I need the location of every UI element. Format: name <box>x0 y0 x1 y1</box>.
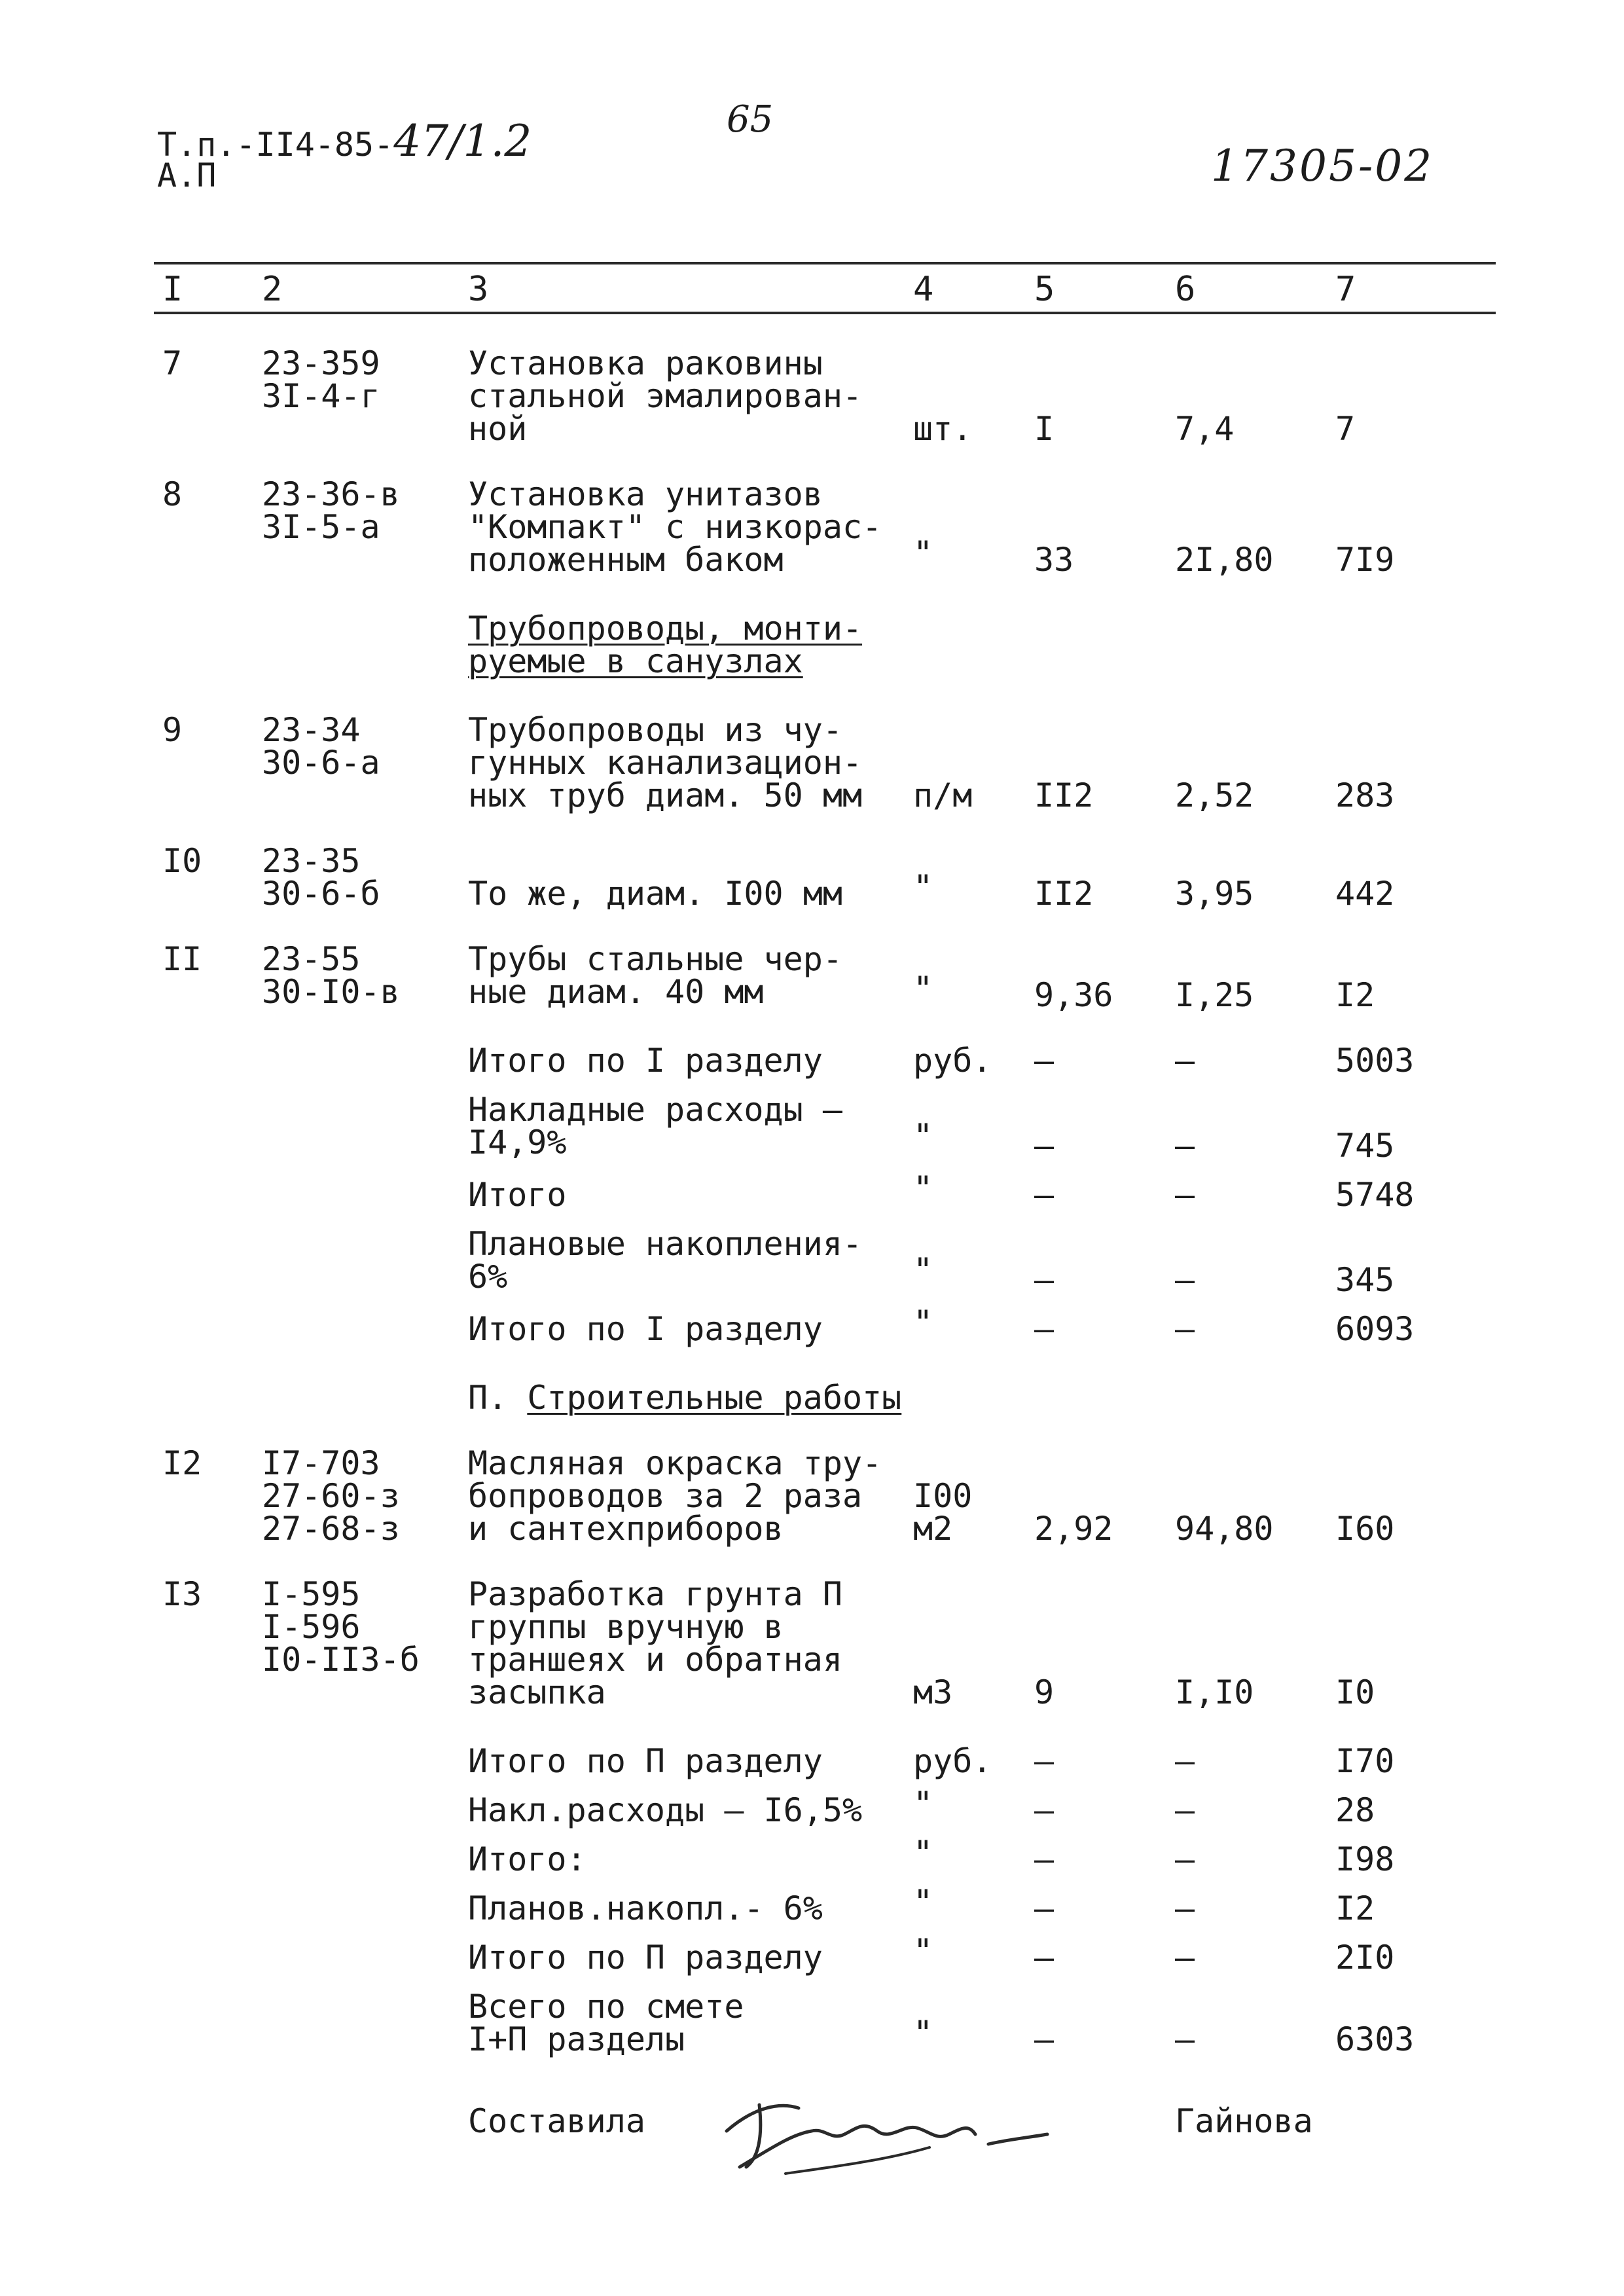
row-price: – <box>1175 2020 1195 2058</box>
row-quantity: – <box>1034 1742 1055 1780</box>
row-code: 23-36-в 3I-5-а <box>262 475 400 546</box>
row-total: 442 <box>1335 875 1395 913</box>
signature-scribble <box>713 2069 1054 2187</box>
row-code: I-595 I-596 I0-II3-б <box>262 1575 420 1679</box>
row-name: Трубопроводы из чу- гунных канализацион- ных труб диам. 50 мм <box>468 711 863 814</box>
row-unit: " <box>913 1117 933 1155</box>
row-price: – <box>1175 1840 1195 1878</box>
row-name: Разработка грунта П группы вручную в траншеях и обратная засыпка <box>468 1575 842 1711</box>
row-unit: руб. <box>913 1742 992 1780</box>
row-unit: " <box>913 534 933 572</box>
row-name: Итого по П разделу <box>468 1939 823 1977</box>
column-header-3: 3 <box>468 270 489 309</box>
row-quantity: – <box>1034 1261 1055 1299</box>
row-quantity: II2 <box>1034 875 1094 913</box>
row-code: 23-35 30-6-б <box>262 842 380 913</box>
column-header-2: 2 <box>262 270 283 309</box>
row-price: – <box>1175 1127 1195 1165</box>
section-title: Трубопроводы, монти- руемые в санузлах <box>468 610 863 680</box>
compiler-name: Гайнова <box>1175 2102 1313 2140</box>
row-name: Установка раковины стальной эмалирован- ной <box>468 344 863 448</box>
row-number: I0 <box>162 842 202 880</box>
row-name: Итого по I разделу <box>468 1042 823 1080</box>
row-number: II <box>162 940 202 978</box>
row-total: I0 <box>1335 1673 1375 1711</box>
column-header-6: 6 <box>1175 270 1196 309</box>
row-name: Итого по П разделу <box>468 1742 823 1780</box>
row-total: 745 <box>1335 1127 1395 1165</box>
row-code: 23-359 3I-4-г <box>262 344 380 415</box>
section-prefix: П. <box>468 1379 528 1417</box>
row-unit: руб. <box>913 1042 992 1080</box>
row-price: 3,95 <box>1175 875 1254 913</box>
row-quantity: II2 <box>1034 776 1094 814</box>
row-total: 283 <box>1335 776 1395 814</box>
section-title <box>468 1379 902 1417</box>
row-price: – <box>1175 1042 1195 1080</box>
project-code-typed: Т.п.-II4-85- <box>157 126 394 164</box>
row-total: 7 <box>1335 410 1356 448</box>
row-total: 7I9 <box>1335 541 1395 579</box>
column-header-5: 5 <box>1034 270 1055 309</box>
table-top-rule <box>154 262 1496 264</box>
row-number: I3 <box>162 1575 202 1613</box>
row-unit: " <box>913 970 933 1008</box>
row-quantity: – <box>1034 1889 1055 1927</box>
row-quantity: 9,36 <box>1034 976 1113 1014</box>
table-header-rule <box>154 312 1496 314</box>
row-unit: " <box>913 1785 933 1823</box>
row-unit: п/м <box>913 776 973 814</box>
row-price: – <box>1175 1261 1195 1299</box>
column-header-4: 4 <box>913 270 934 309</box>
row-total: I60 <box>1335 1510 1395 1548</box>
section-title-text: Строительные работы <box>527 1379 902 1417</box>
row-quantity: – <box>1034 1310 1055 1348</box>
project-code-handwritten: 47/1.2 <box>393 116 532 166</box>
row-quantity: – <box>1034 1939 1055 1977</box>
row-total: 28 <box>1335 1791 1375 1829</box>
row-total: 6303 <box>1335 2020 1415 2058</box>
row-unit: " <box>913 1303 933 1341</box>
row-number: 8 <box>162 475 183 513</box>
row-name: Плановые накопления- 6% <box>468 1225 863 1296</box>
row-total: 5003 <box>1335 1042 1415 1080</box>
row-unit: м3 <box>913 1673 953 1711</box>
row-price: I,25 <box>1175 976 1254 1014</box>
row-unit: " <box>913 1834 933 1872</box>
document-number: 17305-02 <box>1211 141 1434 191</box>
row-unit: " <box>913 1251 933 1289</box>
row-price: 7,4 <box>1175 410 1235 448</box>
page-number: 65 <box>727 98 774 141</box>
row-name: Трубы стальные чер- ные диам. 40 мм <box>468 940 842 1011</box>
row-unit: " <box>913 1169 933 1207</box>
row-price: – <box>1175 1176 1195 1214</box>
row-quantity: – <box>1034 2020 1055 2058</box>
row-unit: шт. <box>913 410 973 448</box>
row-total: 6093 <box>1335 1310 1415 1348</box>
project-code-sub: А.П <box>157 156 217 194</box>
row-unit: " <box>913 1883 933 1921</box>
row-quantity: 9 <box>1034 1673 1055 1711</box>
row-total: 2I0 <box>1335 1939 1395 1977</box>
row-code: 23-55 30-I0-в <box>262 940 400 1011</box>
row-total: I2 <box>1335 1889 1375 1927</box>
row-price: – <box>1175 1310 1195 1348</box>
row-quantity: – <box>1034 1127 1055 1165</box>
row-quantity: – <box>1034 1176 1055 1214</box>
row-name: Итого по I разделу <box>468 1310 823 1348</box>
row-name: Итого <box>468 1176 567 1214</box>
row-price: – <box>1175 1939 1195 1977</box>
row-name: Итого: <box>468 1840 586 1878</box>
row-price: 2,52 <box>1175 776 1254 814</box>
row-name: Накладные расходы – I4,9% <box>468 1091 842 1161</box>
row-quantity: – <box>1034 1042 1055 1080</box>
row-price: 94,80 <box>1175 1510 1274 1548</box>
row-price: I,I0 <box>1175 1673 1254 1711</box>
row-price: 2I,80 <box>1175 541 1274 579</box>
row-number: 7 <box>162 344 183 382</box>
row-quantity: I <box>1034 410 1055 448</box>
row-quantity: 2,92 <box>1034 1510 1113 1548</box>
row-total: I70 <box>1335 1742 1395 1780</box>
row-total: 5748 <box>1335 1176 1415 1214</box>
row-quantity: 33 <box>1034 541 1074 579</box>
column-header-7: 7 <box>1335 270 1356 309</box>
column-header-1: I <box>162 270 183 309</box>
row-name: Масляная окраска тру- бопроводов за 2 раза и сантехприборов <box>468 1444 882 1548</box>
row-number: I2 <box>162 1444 202 1482</box>
row-price: – <box>1175 1889 1195 1927</box>
row-name: Установка унитазов "Компакт" с низкорас- положенным баком <box>468 475 882 579</box>
row-total: I2 <box>1335 976 1375 1014</box>
row-name: Планов.накопл.- 6% <box>468 1889 823 1927</box>
row-name: Накл.расходы – I6,5% <box>468 1791 863 1829</box>
compiled-by-label: Составила <box>468 2102 645 2140</box>
row-unit: " <box>913 868 933 906</box>
row-unit: " <box>913 2014 933 2052</box>
row-price: – <box>1175 1742 1195 1780</box>
row-code: I7-703 27-60-з 27-68-з <box>262 1444 400 1548</box>
row-code: 23-34 30-6-а <box>262 711 380 782</box>
row-number: 9 <box>162 711 183 749</box>
row-unit: " <box>913 1932 933 1970</box>
row-name: Всего по смете I+П разделы <box>468 1988 744 2058</box>
row-name: То же, диам. I00 мм <box>468 875 842 913</box>
row-price: – <box>1175 1791 1195 1829</box>
row-total: I98 <box>1335 1840 1395 1878</box>
row-quantity: – <box>1034 1791 1055 1829</box>
row-unit: I00 м2 <box>913 1477 973 1548</box>
row-total: 345 <box>1335 1261 1395 1299</box>
row-quantity: – <box>1034 1840 1055 1878</box>
